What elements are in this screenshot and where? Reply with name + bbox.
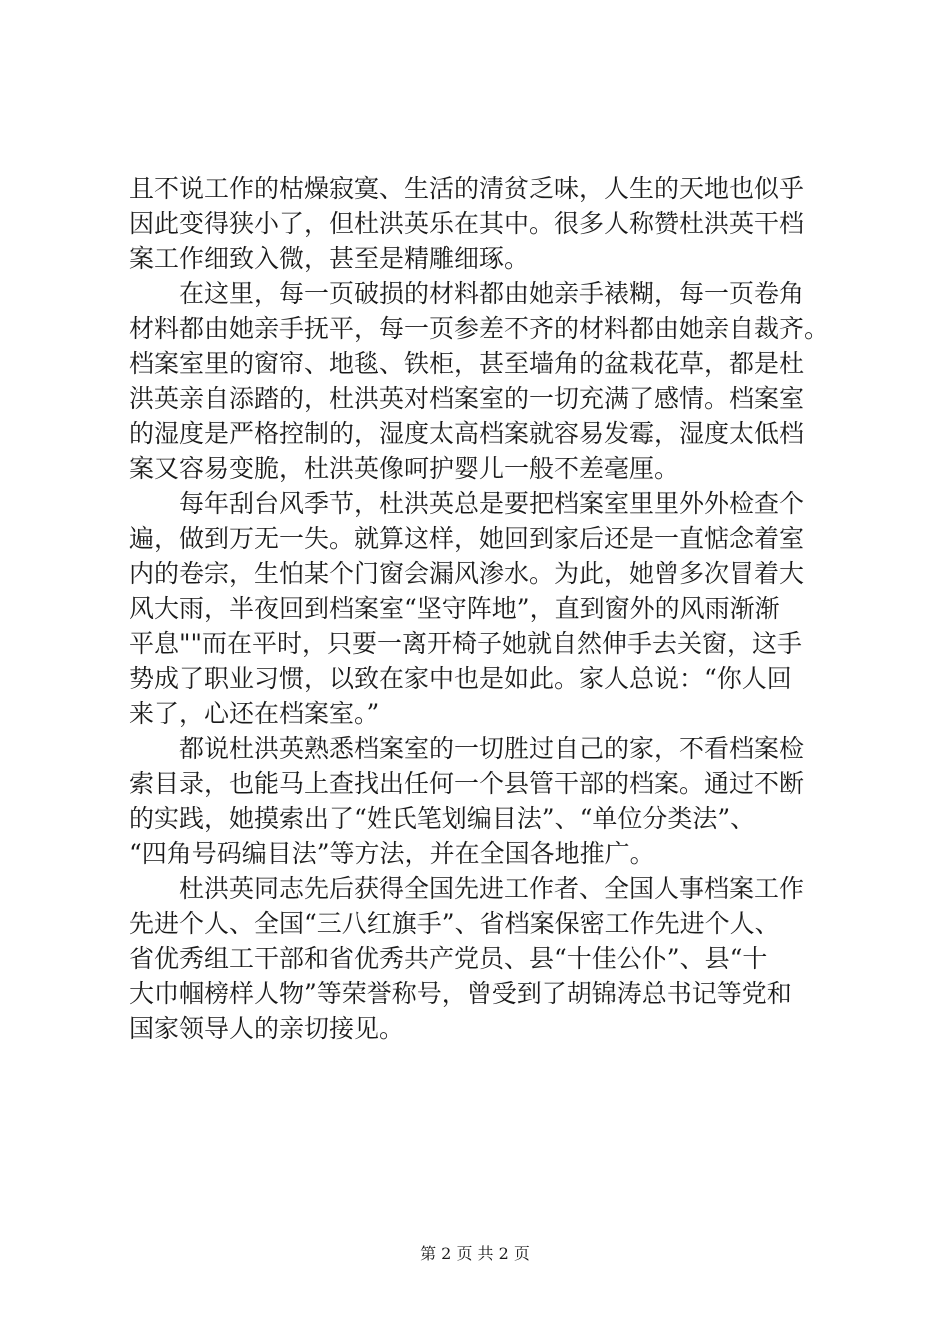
text-line: 遍，做到万无一失。就算这样，她回到家后还是一直惦念着室: [129, 524, 805, 553]
text-line: 来了，心还在档案室。”: [129, 699, 380, 728]
text-line: 在这里，每一页破损的材料都由她亲手裱糊，每一页卷角: [129, 279, 805, 308]
text-line: 内的卷宗，生怕某个门窗会漏风渗水。为此，她曾多次冒着大: [129, 559, 805, 588]
text-line: 因此变得狭小了，但杜洪英乐在其中。很多人称赞杜洪英干档: [129, 209, 805, 238]
text-line: 洪英亲自添踏的，杜洪英对档案室的一切充满了感情。档案室: [129, 384, 805, 413]
text-line: 平息""而在平时，只要一离开椅子她就自然伸手去关窗，这手: [129, 629, 803, 658]
text-line: 案工作细致入微，甚至是精雕细琢。: [129, 244, 530, 273]
text-line: 每年刮台风季节，杜洪英总是要把档案室里里外外检查个: [129, 489, 805, 518]
text-line: 杜洪英同志先后获得全国先进工作者、全国人事档案工作: [129, 874, 805, 903]
text-line: 风大雨，半夜回到档案室“坚守阵地”，直到窗外的风雨渐渐: [129, 594, 780, 623]
text-line: 的湿度是严格控制的，湿度太高档案就容易发霉，湿度太低档: [129, 419, 805, 448]
text-line: 索目录，也能马上查找出任何一个县管干部的档案。通过不断: [129, 769, 805, 798]
text-line: 的实践，她摸索出了“姓氏笔划编目法”、“单位分类法”、: [129, 804, 756, 833]
text-line: 先进个人、全国“三八红旗手”、省档案保密工作先进个人、: [129, 909, 780, 938]
text-line: 大巾帼榜样人物”等荣誉称号，曾受到了胡锦涛总书记等党和: [129, 979, 792, 1008]
text-line: 都说杜洪英熟悉档案室的一切胜过自己的家，不看档案检: [129, 734, 805, 763]
body-text: [129, 171, 829, 1046]
text-line: “四角号码编目法”等方法，并在全国各地推广。: [129, 839, 655, 868]
text-line: 案又容易变脆，杜洪英像呵护婴儿一般不差毫厘。: [129, 454, 680, 483]
text-line: 且不说工作的枯燥寂寞、生活的清贫乏味，人生的天地也似乎: [129, 174, 805, 203]
text-line: 国家领导人的亲切接见。: [129, 1014, 405, 1043]
text-line: 省优秀组工干部和省优秀共产党员、县“十佳公仆”、县“十: [129, 944, 768, 973]
text-line: 档案室里的窗帘、地毯、铁柜，甚至墙角的盆栽花草，都是杜: [129, 349, 805, 378]
text-line: 势成了职业习惯，以致在家中也是如此。家人总说：“你人回: [129, 664, 792, 693]
page-footer: 第 2 页 共 2 页: [420, 1244, 530, 1263]
text-line: 材料都由她亲手抚平，每一页参差不齐的材料都由她亲自裁齐。: [129, 314, 830, 343]
